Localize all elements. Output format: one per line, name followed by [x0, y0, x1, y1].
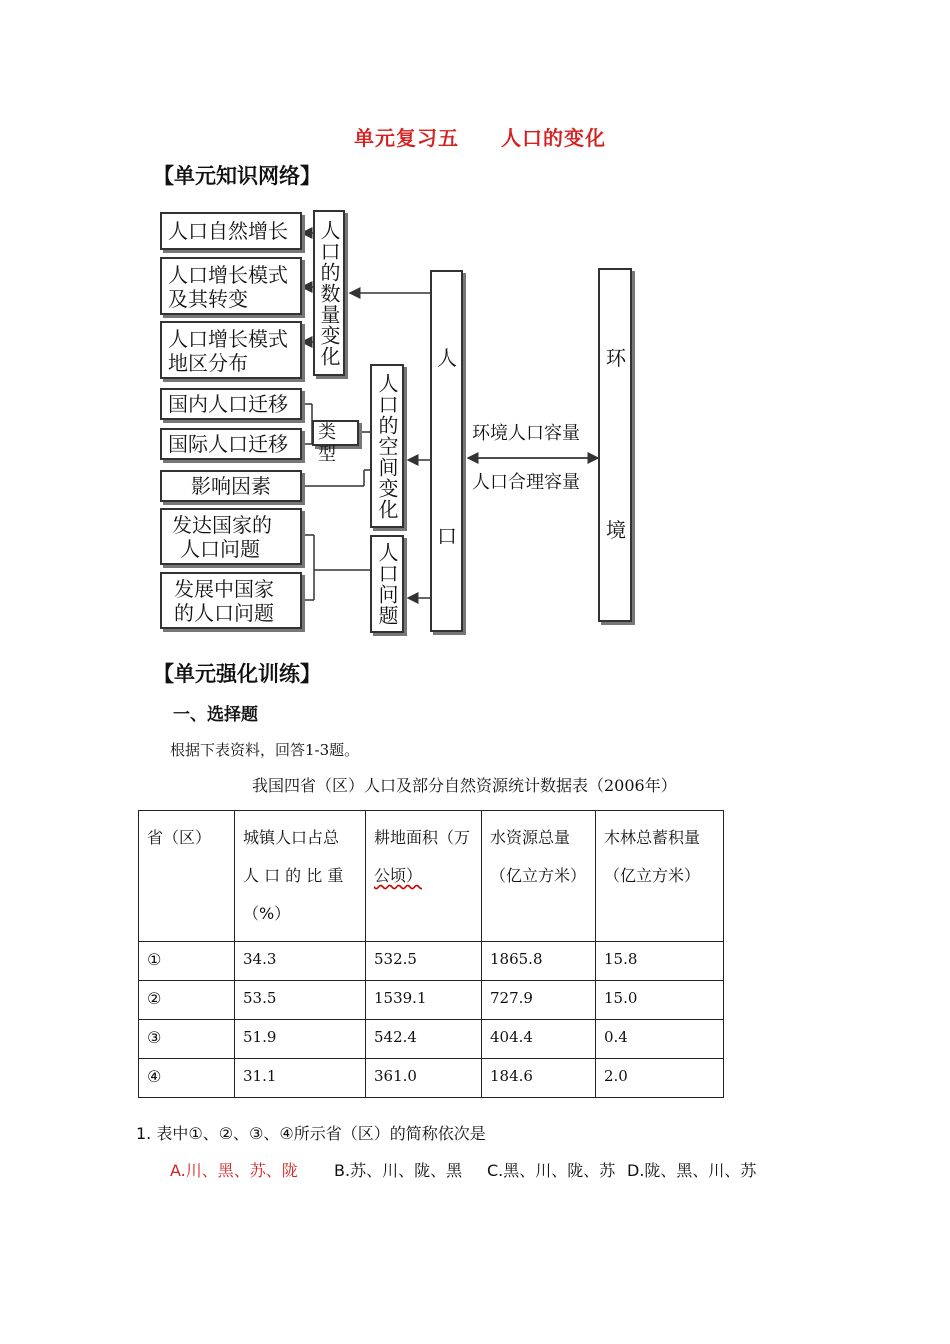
cell-farmland: 542.4	[366, 1020, 482, 1059]
table-header-row	[139, 811, 724, 942]
cell-id: ②	[139, 981, 235, 1020]
cell-urban: 34.3	[235, 942, 366, 981]
question-1-option-a[interactable]: A.川、黑、苏、陇	[170, 1161, 298, 1180]
table-row	[139, 1020, 724, 1059]
box-growth-distribution	[160, 321, 302, 379]
table-caption: 我国四省（区）人口及部分自然资源统计数据表（2006年）	[252, 776, 677, 795]
label-environment-capacity: 环境人口容量	[472, 423, 580, 444]
cell-farmland: 361.0	[366, 1059, 482, 1098]
cell-water: 184.6	[482, 1059, 596, 1098]
cell-forest: 15.0	[596, 981, 724, 1020]
cell-id: ④	[139, 1059, 235, 1098]
box-population-problem: 人口问题	[370, 535, 404, 633]
environment-column-bottom: 境	[606, 518, 626, 542]
cell-farmland: 1539.1	[366, 981, 482, 1020]
box-growth-mode-line2: 及其转变	[168, 287, 248, 311]
population-column-top: 人	[437, 346, 457, 370]
section-training-heading: 【单元强化训练】	[153, 662, 321, 686]
question-1-option-c[interactable]: C.黑、川、陇、苏	[487, 1161, 616, 1180]
box-domestic-migration: 国内人口迁移	[160, 388, 302, 420]
box-type-label: 类型	[312, 420, 359, 446]
header-urban	[235, 811, 366, 942]
cell-id: ①	[139, 942, 235, 981]
header-farmland-line2: 公顷）	[374, 866, 423, 885]
statistics-table	[138, 810, 724, 1098]
label-reasonable-capacity: 人口合理容量	[472, 472, 580, 493]
box-natural-growth: 人口自然增长	[160, 212, 302, 250]
subsection-heading: 一、选择题	[173, 705, 258, 725]
cell-forest: 15.8	[596, 942, 724, 981]
header-forest	[596, 811, 724, 942]
box-influence-factors: 影响因素	[160, 470, 302, 502]
table-row	[139, 942, 724, 981]
population-column-bottom: 口	[437, 524, 457, 548]
box-growth-distribution-line2: 地区分布	[168, 351, 248, 375]
cell-forest: 0.4	[596, 1020, 724, 1059]
table-row	[139, 981, 724, 1020]
box-spatial-change: 人口的空间变化	[370, 364, 404, 528]
box-population-column	[430, 270, 463, 632]
cell-water: 1865.8	[482, 942, 596, 981]
box-developing-line1: 发展中国家	[174, 577, 274, 601]
box-growth-distribution-line1: 人口增长模式	[168, 327, 288, 351]
diagram-connectors	[0, 0, 950, 660]
question-1-option-d[interactable]: D.陇、黑、川、苏	[627, 1161, 757, 1180]
header-farmland	[366, 811, 482, 942]
environment-column-top: 环	[606, 346, 626, 370]
cell-urban: 53.5	[235, 981, 366, 1020]
cell-farmland: 532.5	[366, 942, 482, 981]
box-quantity-change: 人口的数量变化	[313, 210, 345, 376]
cell-water: 727.9	[482, 981, 596, 1020]
cell-id: ③	[139, 1020, 235, 1059]
cell-forest: 2.0	[596, 1059, 724, 1098]
question-1-stem: 1. 表中①、②、③、④所示省（区）的简称依次是	[136, 1124, 486, 1143]
section-network-heading: 【单元知识网络】	[153, 164, 321, 188]
header-forest-line2: （亿立方米）	[604, 866, 701, 885]
cell-water: 404.4	[482, 1020, 596, 1059]
box-international-migration: 国际人口迁移	[160, 428, 302, 460]
page-title: 单元复习五 人口的变化	[354, 126, 606, 150]
header-farmland-line1: 耕地面积（万	[374, 828, 471, 847]
header-water	[482, 811, 596, 942]
header-urban-line1: 城镇人口占总	[243, 828, 340, 847]
box-growth-mode-line1: 人口增长模式	[168, 263, 288, 287]
box-developed-line2: 人口问题	[180, 537, 260, 561]
box-growth-mode	[160, 257, 302, 315]
header-urban-line3: （%）	[243, 904, 291, 923]
header-water-line1: 水资源总量	[490, 828, 571, 847]
header-water-line2: （亿立方米）	[490, 866, 587, 885]
table-intro: 根据下表资料，回答1-3题。	[170, 741, 360, 759]
box-developing-countries	[160, 572, 302, 629]
box-developed-line1: 发达国家的	[172, 513, 272, 537]
header-urban-line2: 人 口 的 比 重	[243, 866, 344, 885]
box-developed-countries	[160, 508, 302, 565]
table-row	[139, 1059, 724, 1098]
header-province: 省（区）	[139, 811, 235, 942]
cell-urban: 51.9	[235, 1020, 366, 1059]
box-environment-column	[598, 268, 632, 622]
question-1-option-b[interactable]: B.苏、川、陇、黑	[334, 1161, 463, 1180]
header-forest-line1: 木林总蓄积量	[604, 828, 701, 847]
box-developing-line2: 的人口问题	[174, 601, 274, 625]
cell-urban: 31.1	[235, 1059, 366, 1098]
